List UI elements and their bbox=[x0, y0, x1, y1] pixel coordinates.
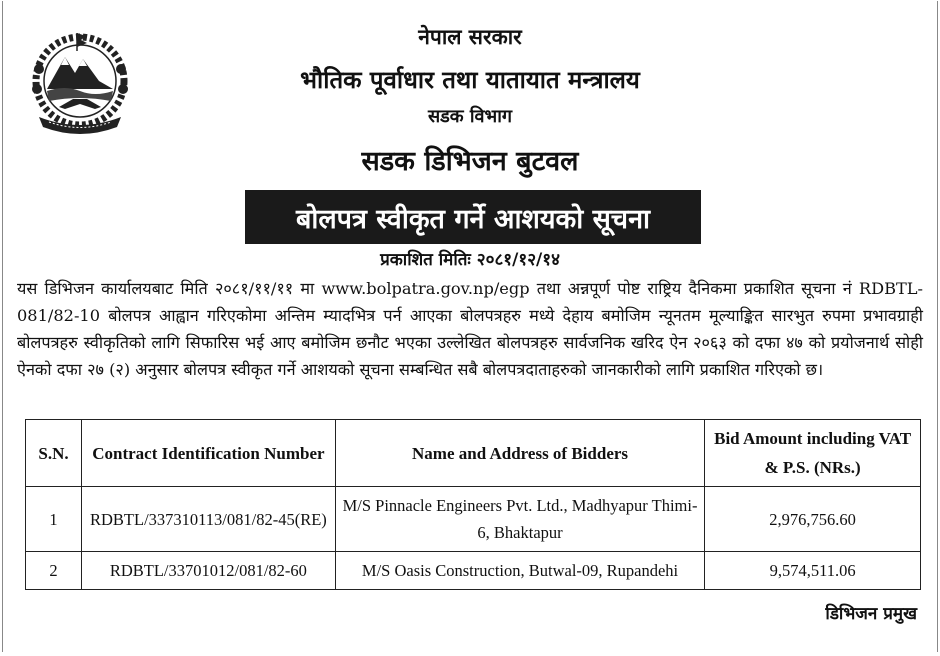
header-bidder: Name and Address of Bidders bbox=[335, 420, 704, 487]
header-sn: S.N. bbox=[26, 420, 82, 487]
cell-contract-id: RDBTL/33701012/081/82-60 bbox=[81, 552, 335, 590]
ministry-name: भौतिक पूर्वाधार तथा यातायात मन्त्रालय bbox=[300, 65, 640, 94]
department-name: सडक विभाग bbox=[427, 106, 512, 127]
table-row bbox=[26, 487, 921, 552]
table-header-row bbox=[26, 420, 921, 487]
notice-title-banner bbox=[245, 190, 701, 244]
notice-title: बोलपत्र स्वीकृत गर्ने आशयको सूचना bbox=[295, 203, 651, 235]
published-date: प्रकाशित मितिः २०८१/१२/१४ bbox=[380, 250, 560, 270]
bids-table bbox=[25, 419, 921, 590]
table-row bbox=[26, 552, 921, 590]
notice-paragraph: यस डिभिजन कार्यालयबाट मिति २०८१/११/११ मा www.bolpatra.gov.np/egp तथा अन्नपूर्ण पोष्ट राष्ट्रिय दैनिकमा प्रकाशित सूचना नं RDBTL-081/82-10 बोलपत्र आह्वान गरिएकोमा अन्तिम म्यादभित्र पर्न आएका बोलपत्रहरु मध्ये देहाय बमोजिम न्यूनतम मूल्याङ्कित सारभुत रुपमा प्रभावग्राही बोलपत्रहरु स्वीकृतिको लागि सिफारिस भई आए बमोजिम छनौट भएका उल्लेखित बोलपत्रहरु सार्वजनिक खरिद ऐन २०६३ को दफा ४७ को प्रयोजनार्थ सोही ऐनको दफा २७ (२) अनुसार बोलपत्र स्वीकृत गर्ने आशयको सूचना सम्बन्धित सबै बोलपत्रदाताहरुको जानकारीको लागि प्रकाशित गरिएको छ। bbox=[17, 279, 923, 379]
cell-bid-amount: 2,976,756.60 bbox=[705, 487, 921, 552]
division-name: सडक डिभिजन बुटवल bbox=[361, 146, 579, 177]
cell-bidder: M/S Pinnacle Engineers Pvt. Ltd., Madhyapur Thimi-6, Bhaktapur bbox=[335, 487, 704, 552]
cell-sn: 2 bbox=[26, 552, 82, 590]
notice-page bbox=[2, 1, 938, 652]
cell-bid-amount: 9,574,511.06 bbox=[705, 552, 921, 590]
cell-sn: 1 bbox=[26, 487, 82, 552]
signature-label: डिभिजन प्रमुख bbox=[825, 604, 917, 624]
government-name: नेपाल सरकार bbox=[418, 24, 522, 49]
cell-contract-id: RDBTL/337310113/081/82-45(RE) bbox=[81, 487, 335, 552]
header-contract-id: Contract Identification Number bbox=[81, 420, 335, 487]
cell-bidder: M/S Oasis Construction, Butwal-09, Rupandehi bbox=[335, 552, 704, 590]
header-bid-amount: Bid Amount including VAT & P.S. (NRs.) bbox=[705, 420, 921, 487]
